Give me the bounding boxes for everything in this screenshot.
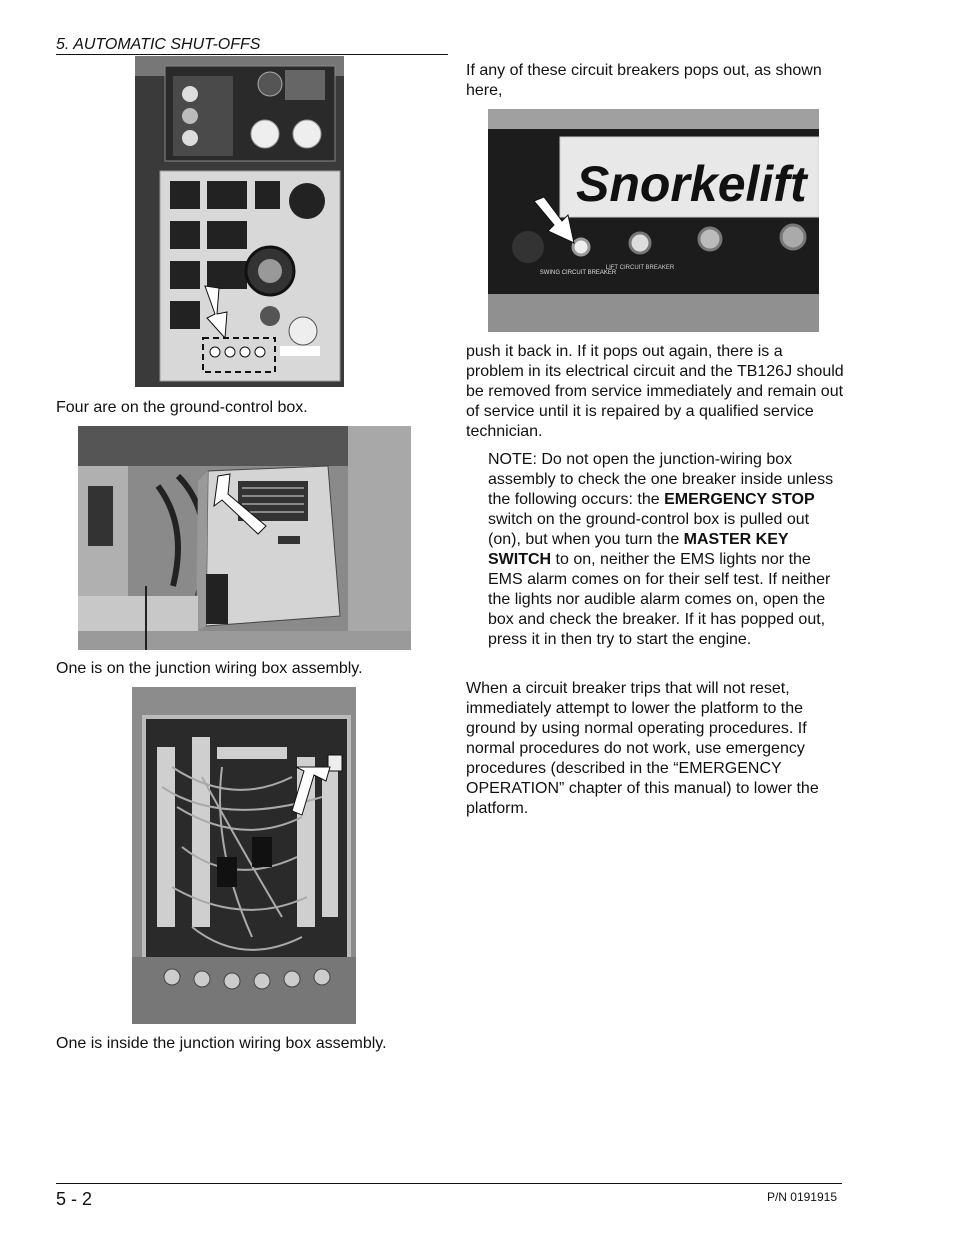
- trip-procedure-paragraph: When a circuit breaker trips that will not reset, immediately attempt to lower the platform to the ground by using normal operating procedures. If normal procedures do not work, use emergency procedures (described in the “EMERGENCY OPERATION” chapter of this manual) to lower the platform.: [466, 680, 819, 817]
- push-back-paragraph: push it back in. If it pops out again, there is a problem in its electrical circuit and the TB126J should be removed from service immediately and remain out of service until it is repaired by a qualified service technician.: [466, 343, 844, 440]
- lift-breaker-label: LIFT CIRCUIT BREAKER: [605, 265, 675, 271]
- footer-rule: [56, 1183, 842, 1184]
- ground-control-box-photo: [135, 56, 344, 387]
- intro-text: If any of these circuit breakers pops out, as shown here,: [466, 62, 822, 99]
- swing-breaker-label: SWING CIRCUIT BREAKER: [539, 270, 617, 276]
- section-title: 5. AUTOMATIC SHUT-OFFS: [56, 36, 448, 55]
- snorkelift-panel-photo: [488, 109, 819, 332]
- part-number: P/N 0191915: [766, 1190, 837, 1204]
- emergency-stop-label: EMERGENCY STOP: [664, 491, 815, 508]
- junction-box-photo: [78, 426, 411, 650]
- master-key-switch-label: MASTER KEY SWITCH: [488, 531, 789, 568]
- caption-junction-box: One is on the junction wiring box assembly.: [56, 660, 363, 677]
- junction-box-inside-photo: [132, 687, 356, 1024]
- caption-ground-control: Four are on the ground-control box.: [56, 399, 308, 416]
- caption-inside-junction-box: One is inside the junction wiring box assembly.: [56, 1035, 387, 1052]
- note-paragraph: NOTE: Do not open the junction-wiring box assembly to check the one breaker inside unless the following occurs: the EMERGENCY STOP switch on the ground-control box is pulled out (on), but when you turn the MASTER KEY SWITCH to on, neither the EMS lights nor the EMS alarm comes on for their self test. If neither the lights nor audible alarm comes on, open the box and check the breaker. If it has popped out, press it in then try to start the engine.: [488, 451, 834, 648]
- snorkelift-logo: Snorkelift: [576, 156, 807, 212]
- page-number: 5 - 2: [56, 1189, 93, 1209]
